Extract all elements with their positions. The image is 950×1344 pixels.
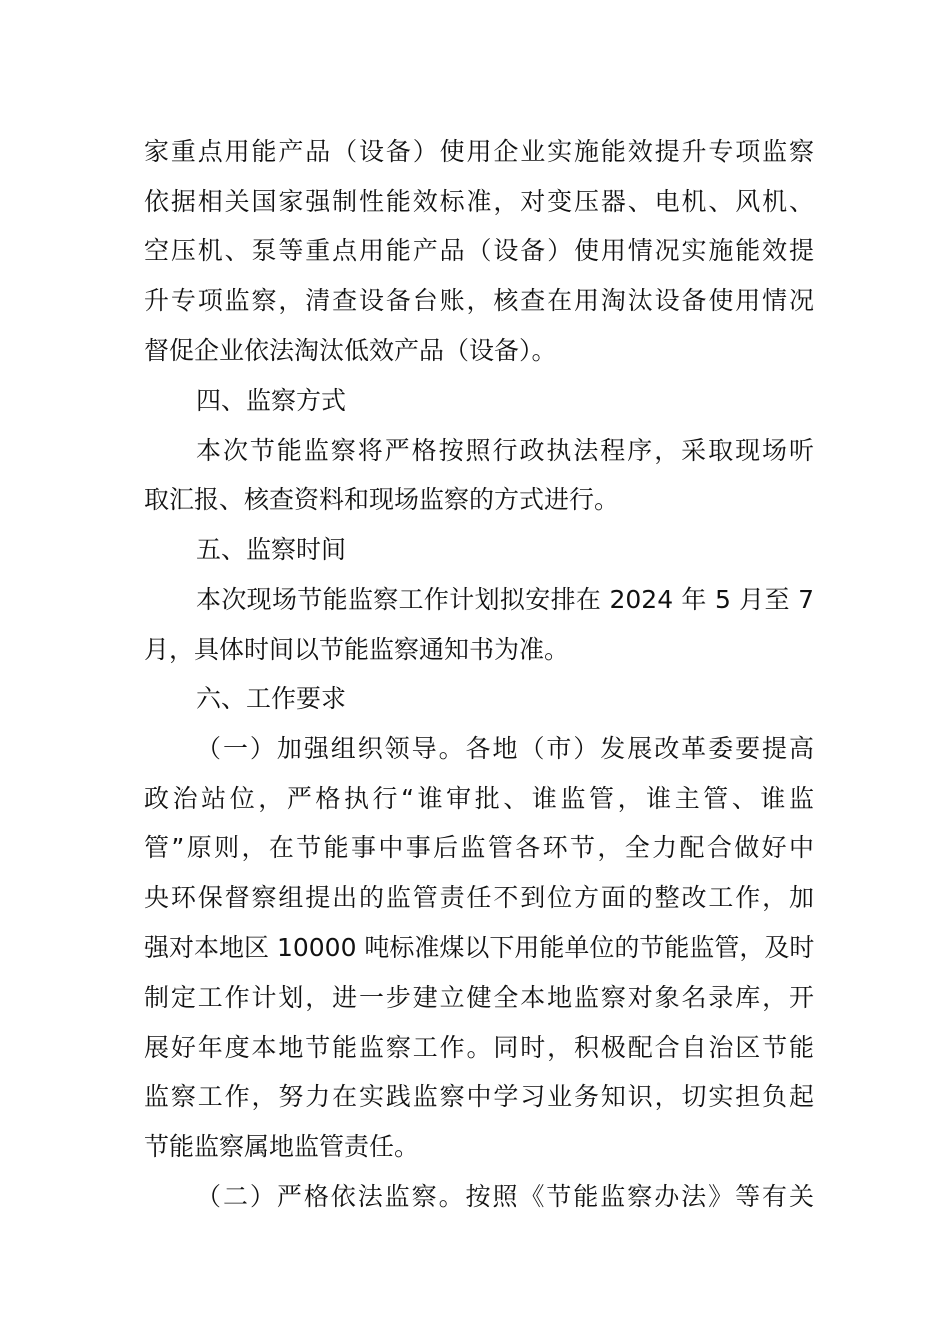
paragraph-first-line: 本次节能监察将严格按照行政执法程序，采取现场听: [196, 436, 814, 465]
body-text-line: 制定工作计划，进一步建立健全本地监察对象名录库，开: [144, 983, 814, 1012]
body-text-line: 央环保督察组提出的监管责任不到位方面的整改工作，加: [144, 883, 814, 912]
body-text-line: 家重点用能产品（设备）使用企业实施能效提升专项监察: [144, 137, 814, 166]
body-text-line: 月，具体时间以节能监察通知书为准。: [144, 635, 570, 664]
paragraph-first-line: 本次现场节能监察工作计划拟安排在 2024 年 5 月至 7: [196, 585, 814, 614]
body-text-line: 空压机、泵等重点用能产品（设备）使用情况实施能效提: [144, 236, 814, 265]
body-text-line: 政治站位，严格执行“谁审批、谁监管，谁主管、谁监: [144, 784, 814, 813]
paragraph-first-line: （一）加强组织领导。各地（市）发展改革委要提高: [196, 734, 814, 763]
section-heading: 六、工作要求: [196, 684, 347, 713]
body-text-line: 督促企业依法淘汰低效产品（设备）。: [144, 336, 557, 365]
body-text-line: 展好年度本地节能监察工作。同时，积极配合自治区节能: [144, 1033, 814, 1062]
body-text-line: 依据相关国家强制性能效标准，对变压器、电机、风机、: [144, 187, 814, 216]
body-text-line: 管”原则，在节能事中事后监管各环节，全力配合做好中: [144, 833, 814, 862]
paragraph-first-line: （二）严格依法监察。按照《节能监察办法》等有关: [196, 1182, 814, 1211]
body-text-line: 取汇报、核查资料和现场监察的方式进行。: [144, 485, 620, 514]
body-text-line: 强对本地区 10000 吨标准煤以下用能单位的节能监管，及时: [144, 933, 815, 962]
body-text-line: 监察工作，努力在实践监察中学习业务知识，切实担负起: [144, 1082, 814, 1111]
body-text-line: 升专项监察，清查设备台账，核查在用淘汰设备使用情况: [144, 286, 814, 315]
section-heading: 四、监察方式: [196, 386, 347, 415]
section-heading: 五、监察时间: [196, 535, 347, 564]
body-text-line: 节能监察属地监管责任。: [144, 1132, 420, 1161]
